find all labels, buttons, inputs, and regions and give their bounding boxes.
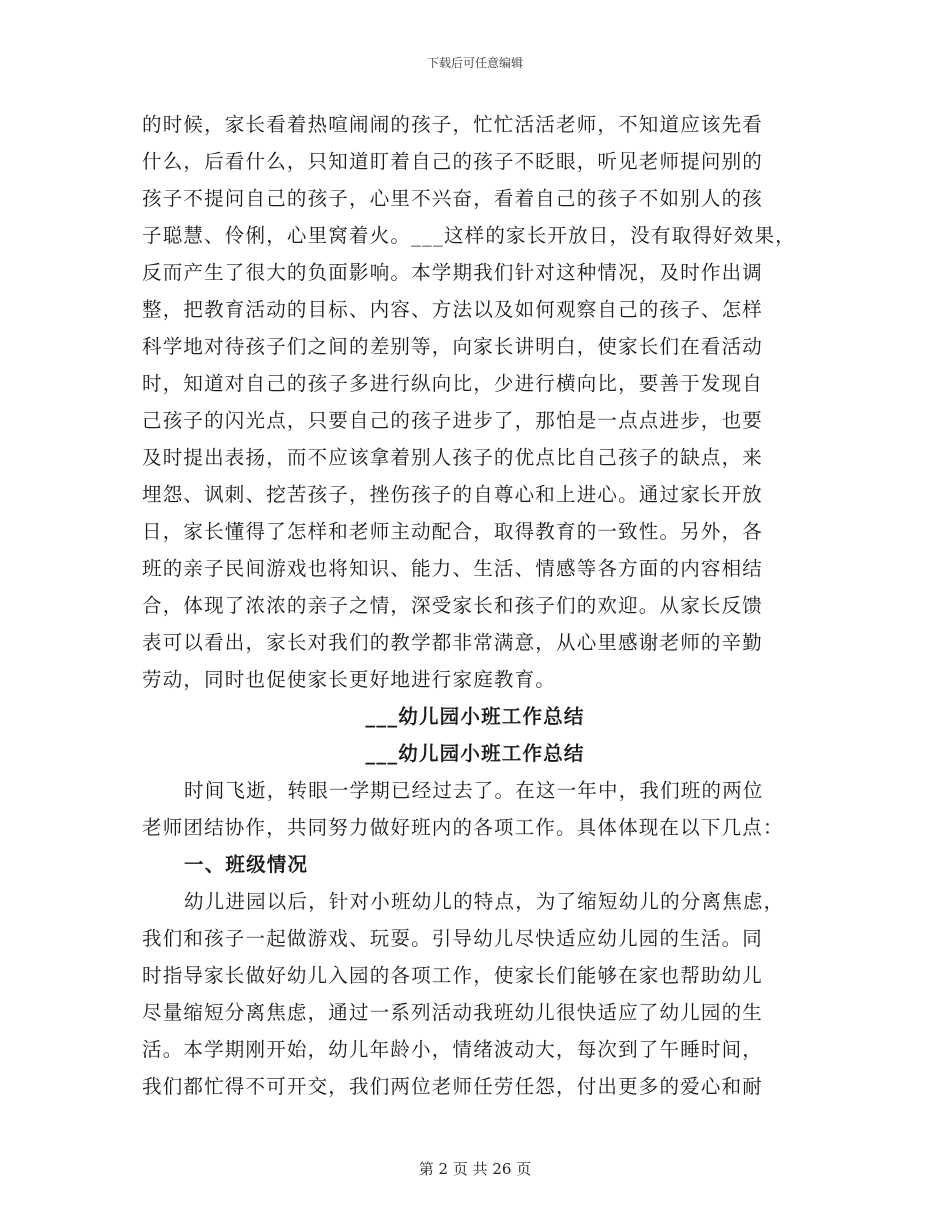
paragraph-line: 时，知道对自己的孩子多进行纵向比，少进行横向比，要善于发现自	[142, 372, 764, 395]
paragraph-line: 班的亲子民间游戏也将知识、能力、生活、情感等各方面的内容相结	[142, 557, 764, 580]
document-subtitle: ___幼儿园小班工作总结	[365, 742, 585, 765]
page-footer: 第 2 页 共 26 页	[418, 1160, 532, 1178]
paragraph-line: 埋怨、讽刺、挖苦孩子，挫伤孩子的自尊心和上进心。通过家长开放	[142, 483, 764, 506]
paragraph-line: 合，体现了浓浓的亲子之情，深受家长和孩子们的欢迎。从家长反馈	[142, 594, 764, 617]
paragraph-line: 尽量缩短分离焦虑，通过一系列活动我班幼儿很快适应了幼儿园的生	[142, 1001, 764, 1024]
section-heading: 一、班级情况	[184, 853, 309, 876]
paragraph-line: 时间飞逝，转眼一学期已经过去了。在这一年中，我们班的两位	[184, 779, 764, 802]
paragraph-line: 日，家长懂得了怎样和老师主动配合，取得教育的一致性。另外，各	[142, 520, 764, 543]
paragraph-line: 劳动，同时也促使家长更好地进行家庭教育。	[142, 668, 557, 691]
paragraph-line: 及时提出表扬，而不应该拿着别人孩子的优点比自己孩子的缺点，来	[142, 446, 764, 469]
paragraph-line: 的时候，家长看着热喧闹闹的孩子，忙忙活活老师，不知道应该先看	[142, 113, 764, 136]
paragraph-line: 科学地对待孩子们之间的差别等，向家长讲明白，使家长们在看活动	[142, 335, 764, 358]
paragraph-line: 孩子不提问自己的孩子，心里不兴奋，看着自己的孩子不如别人的孩	[142, 187, 764, 210]
paragraph-line: 老师团结协作，共同努力做好班内的各项工作。具体体现在以下几点：	[142, 816, 784, 839]
page-header: 下载后可任意编辑	[426, 56, 523, 70]
paragraph-line: 我们和孩子一起做游戏、玩耍。引导幼儿尽快适应幼儿园的生活。同	[142, 927, 764, 950]
paragraph-line: 我们都忙得不可开交，我们两位老师任劳任怨，付出更多的爱心和耐	[142, 1075, 764, 1098]
document-title: ___幼儿园小班工作总结	[365, 705, 585, 728]
paragraph-line: 什么，后看什么，只知道盯着自己的孩子不眨眼，听见老师提问别的	[142, 150, 764, 173]
paragraph-line: 活。本学期刚开始，幼儿年龄小，情绪波动大，每次到了午睡时间，	[142, 1038, 764, 1061]
paragraph-line: 幼儿进园以后，针对小班幼儿的特点，为了缩短幼儿的分离焦虑，	[184, 890, 785, 913]
paragraph-line: 己孩子的闪光点，只要自己的孩子进步了，那怕是一点点进步，也要	[142, 409, 764, 432]
paragraph-line: 表可以看出，家长对我们的教学都非常满意，从心里感谢老师的辛勤	[142, 631, 764, 654]
paragraph-line: 子聪慧、伶俐，心里窝着火。___这样的家长开放日，没有取得好效果，	[142, 224, 796, 247]
paragraph-line: 时指导家长做好幼儿入园的各项工作，使家长们能够在家也帮助幼儿	[142, 964, 764, 987]
document-body	[142, 106, 808, 1105]
paragraph-line: 反而产生了很大的负面影响。本学期我们针对这种情况，及时作出调	[142, 261, 764, 284]
paragraph-line: 整，把教育活动的目标、内容、方法以及如何观察自己的孩子、怎样	[142, 298, 764, 321]
